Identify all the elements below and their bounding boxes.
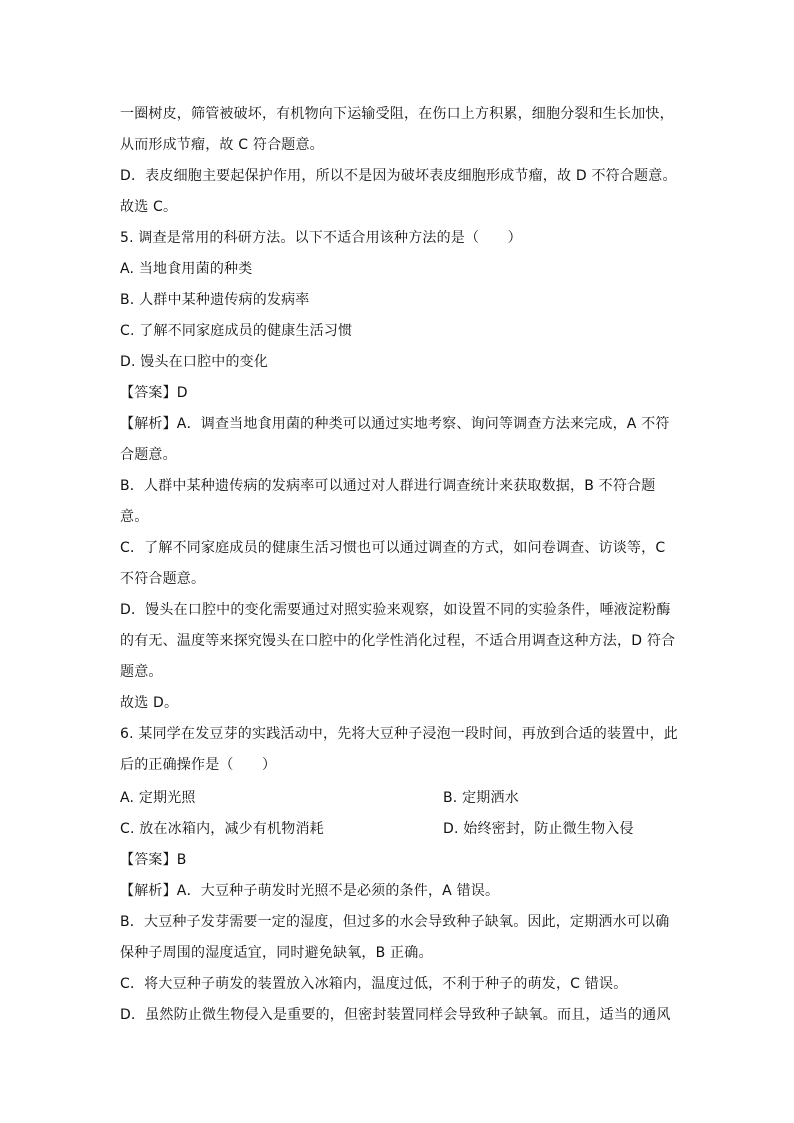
question-6-option-a: A. 定期光照 (120, 790, 196, 806)
question-5-option-d: D. 馒头在口腔中的变化 (120, 354, 269, 370)
text-line: 的有无、温度等来探究馒头在口腔中的化学性消化过程，不适合用调查这种方法，D 符合 (120, 633, 676, 649)
text-line: D．馒头在口腔中的变化需要通过对照实验来观察，如设置不同的实验条件，唾液淀粉酶 (120, 602, 671, 618)
text-line: 一圈树皮，筛管被破坏，有机物向下运输受阻，在伤口上方积累，细胞分裂和生长加快， (120, 106, 674, 122)
text-line: C．将大豆种子萌发的装置放入冰箱内，温度过低，不利于种子的萌发，C 错误。 (120, 976, 628, 992)
question-6-answer: 【答案】B (120, 852, 187, 868)
text-line: B．大豆种子发芽需要一定的湿度，但过多的水会导致种子缺氧。因此，定期洒水可以确 (120, 914, 670, 930)
question-6-option-b: B. 定期洒水 (443, 790, 519, 806)
question-5-answer: 【答案】D (120, 385, 188, 401)
text-line: B．人群中某种遗传病的发病率可以通过对人群进行调查统计来获取数据，B 不符合题 (120, 478, 656, 494)
question-5-stem: 5. 调查是常用的科研方法。以下不适合用该种方法的是（ ） (120, 230, 522, 246)
question-5-option-c: C. 了解不同家庭成员的健康生活习惯 (120, 323, 353, 339)
question-5-option-b: B. 人群中某种遗传病的发病率 (120, 292, 310, 308)
question-6-option-d: D. 始终密封，防止微生物入侵 (443, 821, 634, 837)
question-6-option-c: C. 放在冰箱内，减少有机物消耗 (120, 821, 324, 837)
text-line: 合题意。 (120, 447, 177, 463)
text-line: D．虽然防止微生物侵入是重要的，但密封装置同样会导致种子缺氧。而且，适当的通风 (120, 1007, 671, 1023)
text-line: C．了解不同家庭成员的健康生活习惯也可以通过调查的方式，如问卷调查、访谈等，C (120, 540, 666, 556)
text-line: 意。 (120, 509, 149, 525)
question-6-stem: 后的正确操作是（ ） (120, 757, 277, 773)
question-6-stem: 6. 某同学在发豆芽的实践活动中，先将大豆种子浸泡一段时间，再放到合适的装置中，此 (120, 726, 679, 742)
text-line: 从而形成节瘤，故 C 符合题意。 (120, 137, 324, 153)
text-line: 题意。 (120, 664, 163, 680)
question-6-analysis: 【解析】A．大豆种子萌发时光照不是必须的条件，A 错误。 (120, 883, 500, 899)
text-line: 不符合题意。 (120, 571, 206, 587)
text-line: 故选 D。 (120, 695, 179, 711)
question-5-analysis: 【解析】A．调查当地食用菌的种类可以通过实地考察、询问等调查方法来完成，A 不符 (120, 416, 670, 432)
text-line: 故选 C。 (120, 199, 178, 215)
question-5-option-a: A. 当地食用菌的种类 (120, 261, 253, 277)
text-line: 保种子周围的湿度适宜，同时避免缺氧，B 正确。 (120, 945, 433, 961)
text-line: D．表皮细胞主要起保护作用，所以不是因为破坏表皮细胞形成节瘤，故 D 不符合题意。 (120, 168, 677, 184)
